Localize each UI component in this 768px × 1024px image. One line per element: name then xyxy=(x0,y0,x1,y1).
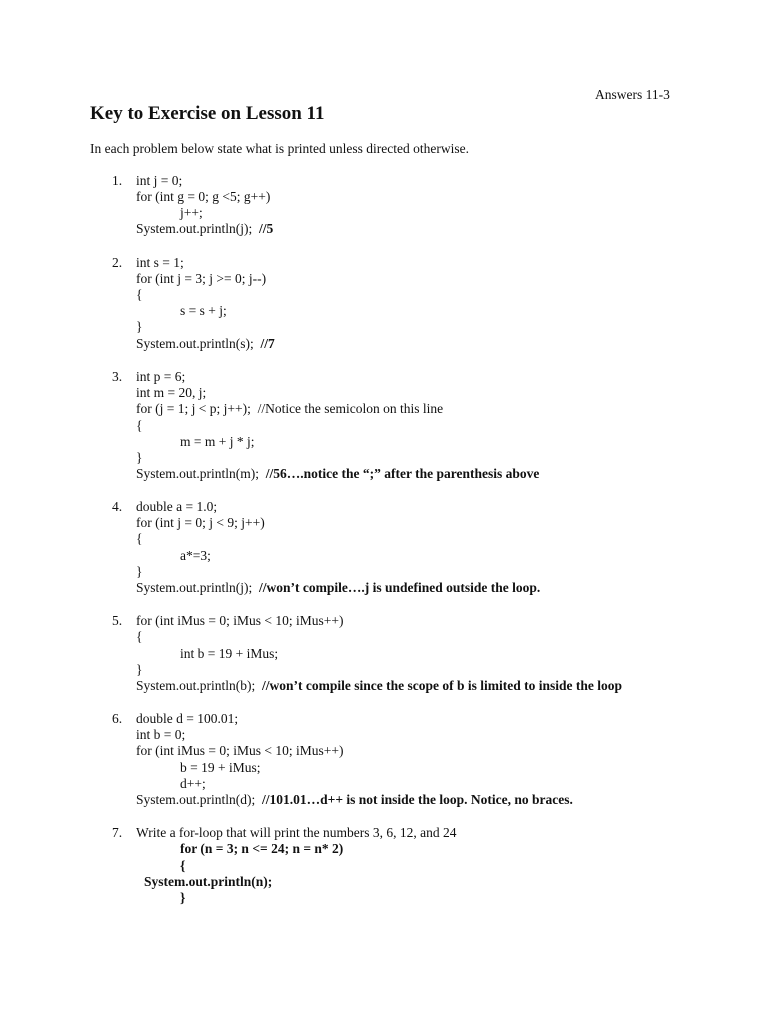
problem-number: 1. xyxy=(112,173,123,188)
code-line: s = s + j; xyxy=(180,303,227,318)
answer-code-line: System.out.println(n); xyxy=(144,874,273,889)
answer-code-line: } xyxy=(180,890,186,905)
code-line: double a = 1.0; xyxy=(136,499,218,514)
problem-number: 2. xyxy=(112,255,123,270)
code-line: { xyxy=(136,531,143,546)
code-line: { xyxy=(136,629,143,644)
code-line: d++; xyxy=(180,776,206,791)
code-line: int m = 20, j; xyxy=(136,385,207,400)
code-line: int s = 1; xyxy=(136,255,184,270)
code-line: { xyxy=(136,418,143,433)
code-line: j++; xyxy=(180,205,203,220)
answer-code-line: for (n = 3; n <= 24; n = n* 2) xyxy=(180,841,344,856)
answer: //56….notice the “;” after the parenthesis above xyxy=(265,466,540,481)
answer: //won’t compile since the scope of b is limited to inside the loop xyxy=(262,678,622,693)
code-line: m = m + j * j; xyxy=(180,434,255,449)
code-text: System.out.println(b); xyxy=(136,678,262,693)
answer: //won’t compile….j is undefined outside the loop. xyxy=(259,580,541,595)
code-line: { xyxy=(136,287,143,302)
answer-code-line: { xyxy=(180,858,186,873)
code-line: b = 19 + iMus; xyxy=(180,760,261,775)
code-line xyxy=(136,580,540,596)
code-line xyxy=(136,221,273,237)
code-line: int p = 6; xyxy=(136,369,186,384)
code-text: System.out.println(m); xyxy=(136,466,266,481)
code-line: } xyxy=(136,662,143,677)
page-label: Answers 11-3 xyxy=(595,87,670,102)
code-line xyxy=(136,792,573,808)
code-line: int b = 19 + iMus; xyxy=(180,646,279,661)
page-title: Key to Exercise on Lesson 11 xyxy=(90,103,325,124)
code-line: for (int j = 3; j >= 0; j--) xyxy=(136,271,267,286)
code-line: a*=3; xyxy=(180,548,211,563)
code-line: int b = 0; xyxy=(136,727,186,742)
code-line: } xyxy=(136,319,143,334)
problem-prompt: Write a for-loop that will print the numbers 3, 6, 12, and 24 xyxy=(136,825,457,840)
code-line: for (int iMus = 0; iMus < 10; iMus++) xyxy=(136,613,344,628)
code-line: for (j = 1; j < p; j++); //Notice the semicolon on this line xyxy=(136,401,444,416)
problem-number: 4. xyxy=(112,499,123,514)
code-line: for (int j = 0; j < 9; j++) xyxy=(136,515,265,530)
code-line: } xyxy=(136,450,143,465)
problem-number: 7. xyxy=(112,825,123,840)
code-line: double d = 100.01; xyxy=(136,711,239,726)
code-line xyxy=(136,336,275,352)
code-text: System.out.println(j); xyxy=(136,580,259,595)
code-line: for (int g = 0; g <5; g++) xyxy=(136,189,271,204)
code-line: for (int iMus = 0; iMus < 10; iMus++) xyxy=(136,743,344,758)
answer: //5 xyxy=(259,221,274,236)
code-line xyxy=(136,678,622,694)
code-text: System.out.println(s); xyxy=(136,336,261,351)
problem-number: 5. xyxy=(112,613,123,628)
answer: //101.01…d++ is not inside the loop. Notice, no braces. xyxy=(262,792,573,807)
instructions: In each problem below state what is printed unless directed otherwise. xyxy=(90,141,470,156)
code-line: } xyxy=(136,564,143,579)
code-text: System.out.println(d); xyxy=(136,792,262,807)
answer: //7 xyxy=(260,336,275,351)
problem-number: 6. xyxy=(112,711,123,726)
code-text: System.out.println(j); xyxy=(136,221,259,236)
problem-number: 3. xyxy=(112,369,123,384)
code-line xyxy=(136,466,539,482)
code-line: int j = 0; xyxy=(136,173,183,188)
